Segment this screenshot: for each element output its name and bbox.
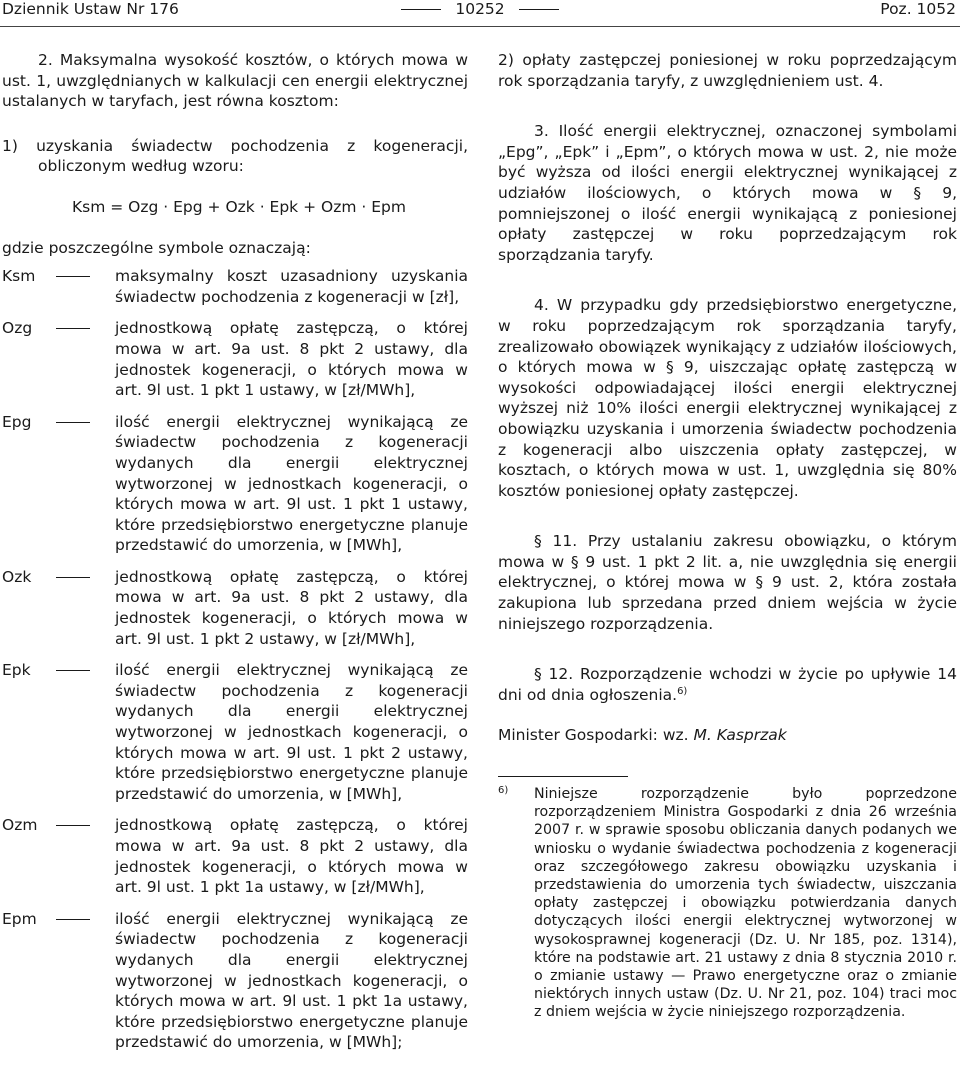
footnote: [498, 785, 957, 1022]
footnote-ref: 6): [677, 685, 688, 697]
section-12-text: § 12. Rozporządzenie wchodzi w życie po upływie 14 dni od dnia ogłoszenia.: [498, 665, 957, 704]
definition-text: jednostkową opłatę zastępczą, o której mowa w art. 9a ust. 8 pkt 2 ustawy, dla jednostek kogeneracji, o których mowa w art. 9l ust. 1 pkt 1a ustawy, w [zł/MWh],: [115, 816, 468, 897]
definition-dash: [56, 276, 90, 277]
item-2: 2) opłaty zastępczej poniesionej w roku poprzedzającym rok sporządzania taryfy, z uwzględnieniem ust. 4.: [498, 51, 957, 90]
item-1: 1) uzyskania świadectw pochodzenia z kogeneracji, obliczonym według wzoru:: [2, 136, 468, 176]
definition-epm: [2, 909, 468, 1053]
section-12: [498, 664, 957, 705]
definition-text: ilość energii elektrycznej wynikającą ze świadectw pochodzenia z kogeneracji wydanych dla energii elektrycznej wytworzonej w jednostkach kogeneracji, o których mowa w art. 9l ust. 1 pkt 1a ustawy, które przedsiębiorstwo energetyczne planuje przedstawić do umorzenia, w [MWh];: [115, 909, 468, 1052]
definition-text: maksymalny koszt uzasadniony uzyskania świadectw pochodzenia z kogeneracji w [zł],: [115, 267, 468, 306]
signature: [498, 725, 957, 746]
paragraph-2: 2. Maksymalna wysokość kosztów, o których mowa w ust. 1, uwzględnianych w kalkulacji cen energii elektrycznej ustalanych w taryfach, jest równa kosztom:: [2, 51, 468, 111]
definitions-intro: gdzie poszczególne symbole oznaczają:: [2, 238, 311, 257]
definition-text: jednostkową opłatę zastępczą, o której mowa w art. 9a ust. 8 pkt 2 ustawy, dla jednostek kogeneracji, o których mowa w art. 9l ust. 1 pkt 2 ustawy, w [zł/MWh],: [115, 567, 468, 648]
definition-dash: [56, 670, 90, 671]
page-header: [0, 0, 960, 22]
definition-ozm: [2, 815, 468, 897]
definition-symbol: Epm: [2, 909, 37, 928]
definition-symbol: Ozg: [2, 319, 33, 338]
journal-title: Dziennik Ustaw Nr 176: [2, 0, 179, 18]
paragraph-3: 3. Ilość energii elektrycznej, oznaczonej symbolami „Epg”, „Epk” i „Epm”, o których mowa w ust. 2, nie może być wyższa od ilości energii elektrycznej wynikającej z udziałów ilościowych, o których mowa w § 9, pomniejszonej o ilość energii wynikającą z poniesionej opłaty zastępczej w roku poprzedzającym rok sporządzania taryfy.: [498, 122, 957, 264]
definition-dash: [56, 825, 90, 826]
definition-epg: [2, 412, 468, 556]
signature-name: M. Kasprzak: [693, 726, 787, 745]
formula: Ksm = Ozg · Epg + Ozk · Epk + Ozm · Epm: [72, 197, 406, 216]
definition-ksm: [2, 266, 468, 307]
definition-ozg: [2, 318, 468, 400]
footnote-text: Niniejsze rozporządzenie było poprzedzone rozporządzeniem Ministra Gospodarki z dnia 26 września 2007 r. w sprawie sposobu obliczania danych podanych we wniosku o wydanie świadectwa pochodzenia z kogeneracji oraz szczegółowego zakresu obowiązku uzyskania i przedstawienia do umorzenia tych świadectw, uiszczania opłaty zastępczej i obowiązku potwierdzania danych dotyczących ilości energii elektrycznej wytworzonej w wysokosprawnej kogeneracji (Dz. U. Nr 185, poz. 1314), które na podstawie art. 21 ustawy z dnia 8 stycznia 2010 r. o zmianie ustawy — Prawo energetyczne oraz o zmianie niektórych innych ustaw (Dz. U. Nr 21, poz. 104) traci moc z dniem wejścia w życie niniejszego rozporządzenia.: [534, 786, 957, 1021]
definition-dash: [56, 328, 90, 329]
definition-symbol: Epg: [2, 412, 32, 431]
definition-symbol: Ksm: [2, 267, 36, 286]
right-column: [498, 50, 957, 1022]
footnote-mark: 6): [498, 785, 509, 797]
page-number-dash-right: [519, 9, 559, 10]
definition-symbol: Ozk: [2, 567, 32, 586]
position-label: Poz. 1052: [880, 0, 956, 18]
page-number-text: 10252: [455, 0, 505, 18]
header-rule: [0, 26, 960, 27]
definitions-list: [2, 266, 468, 1053]
definition-symbol: Ozm: [2, 816, 38, 835]
definition-dash: [56, 422, 90, 423]
definition-symbol: Epk: [2, 661, 31, 680]
definition-epk: [2, 660, 468, 804]
definition-text: ilość energii elektrycznej wynikającą ze świadectw pochodzenia z kogeneracji wydanych dla energii elektrycznej wytworzonej w jednostkach kogeneracji, o których mowa w art. 9l ust. 1 pkt 2 ustawy, które przedsiębiorstwo energetyczne planuje przedstawić do umorzenia, w [MWh],: [115, 661, 468, 803]
signature-prefix: Minister Gospodarki: wz.: [498, 726, 689, 745]
definition-ozk: [2, 567, 468, 649]
definition-dash: [56, 577, 90, 578]
footnote-rule: [498, 776, 628, 777]
definition-text: ilość energii elektrycznej wynikającą ze świadectw pochodzenia z kogeneracji wydanych dla energii elektrycznej wytworzonej w jednostkach kogeneracji, o których mowa w art. 9l ust. 1 pkt 1 ustawy, które przedsiębiorstwo energetyczne planuje przedstawić do umorzenia, w [MWh],: [115, 412, 468, 555]
definition-dash: [56, 919, 90, 920]
paragraph-4: 4. W przypadku gdy przedsiębiorstwo energetyczne, w roku poprzedzającym rok sporządzania taryfy, zrealizowało obowiązek wynikający z udziałów ilościowych, o których mowa w § 9, uiszczając opłatę zastępczą w wysokości odpowiadającej ilości energii elektrycznej wyższej niż 10% ilości energii elektrycznej wynikającej z obowiązku uzyskania i umorzenia świadectw pochodzenia z kogeneracji albo uiszczenia opłaty zastępczej, w kosztach, o których mowa w ust. 1, uwzględnia się 80% kosztów poniesionej opłaty zastępczej.: [498, 296, 957, 500]
left-column: [2, 50, 468, 1064]
definition-text: jednostkową opłatę zastępczą, o której mowa w art. 9a ust. 8 pkt 2 ustawy, dla jednostek kogeneracji, o których mowa w art. 9l ust. 1 pkt 1 ustawy, w [zł/MWh],: [115, 319, 468, 400]
page-number: [0, 0, 960, 18]
section-11: § 11. Przy ustalaniu zakresu obowiązku, o którym mowa w § 9 ust. 1 pkt 2 lit. a, nie uwzględnia się energii elektrycznej, o której mowa w § 9 ust. 2, która została zakupiona lub sprzedana przed dniem wejścia w życie niniejszego rozporządzenia.: [498, 532, 957, 633]
page-number-dash-left: [401, 9, 441, 10]
